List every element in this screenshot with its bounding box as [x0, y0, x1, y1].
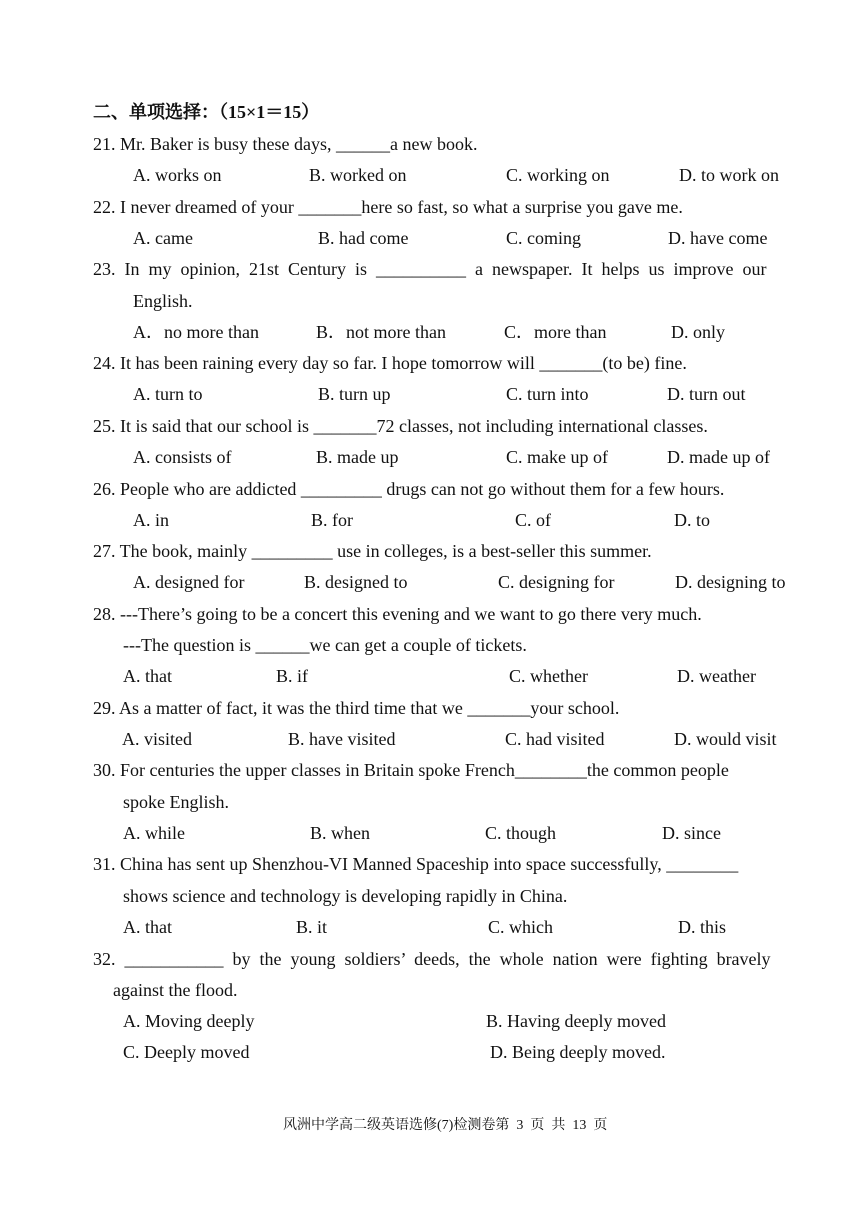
question-32-stem-cont: against the flood. — [113, 980, 238, 1000]
question-23-option-b: B．not more than — [316, 322, 446, 342]
question-26-option-d: D. to — [674, 510, 710, 530]
question-31-option-d: D. this — [678, 917, 727, 937]
question-30-stem: 30. For centuries the upper classes in Britain spoke French________the common people — [93, 760, 729, 780]
question-21-option-b: B. worked on — [309, 165, 407, 185]
question-27-option-d: D. designing to — [675, 572, 786, 592]
question-21-stem: 21. Mr. Baker is busy these days, ______a new book. — [93, 134, 478, 154]
question-24-option-b: B. turn up — [318, 384, 391, 404]
page-footer: 风洲中学高二级英语选修(7)检测卷第 3 页 共 13 页 — [283, 1118, 608, 1133]
question-29-stem: 29. As a matter of fact, it was the third time that we _______your school. — [93, 698, 620, 718]
question-29-option-c: C. had visited — [505, 729, 605, 749]
question-28-option-b: B. if — [276, 666, 309, 686]
question-30-stem-cont: spoke English. — [123, 792, 229, 812]
question-28-option-a: A. that — [123, 666, 172, 686]
question-30-option-a: A. while — [123, 823, 185, 843]
question-21-option-a: A. works on — [133, 165, 222, 185]
question-23-stem-cont: English. — [133, 291, 193, 311]
question-32-option-c: C. Deeply moved — [123, 1042, 250, 1062]
question-26-option-a: A. in — [133, 510, 169, 530]
question-25-stem: 25. It is said that our school is _______72 classes, not including international classes. — [93, 416, 708, 436]
section-title: 二、单项选择：（15×1＝15） — [93, 102, 320, 122]
question-23-option-c: C．more than — [504, 322, 607, 342]
question-21-option-d: D. to work on — [679, 165, 779, 185]
question-31-option-c: C. which — [488, 917, 553, 937]
question-23-stem: 23. In my opinion, 21st Century is __________ a newspaper. It helps us improve our — [93, 259, 767, 279]
question-29-option-b: B. have visited — [288, 729, 396, 749]
question-31-stem: 31. China has sent up Shenzhou-VI Manned Spaceship into space successfully, ________ — [93, 854, 739, 874]
question-32-option-a: A. Moving deeply — [123, 1011, 255, 1031]
question-26-stem: 26. People who are addicted _________ drugs can not go without them for a few hours. — [93, 479, 725, 499]
question-22-option-d: D. have come — [668, 228, 768, 248]
question-23-option-a: A．no more than — [133, 322, 259, 342]
question-32-stem: 32. ___________ by the young soldiers’ deeds, the whole nation were fighting bravely — [93, 949, 771, 969]
question-24-option-a: A. turn to — [133, 384, 203, 404]
question-24-stem: 24. It has been raining every day so far. I hope tomorrow will _______(to be) fine. — [93, 353, 687, 373]
question-22-option-a: A. came — [133, 228, 193, 248]
question-26-option-b: B. for — [311, 510, 353, 530]
question-31-option-b: B. it — [296, 917, 328, 937]
question-22-option-b: B. had come — [318, 228, 409, 248]
question-21-option-c: C. working on — [506, 165, 610, 185]
question-22-stem: 22. I never dreamed of your _______here so fast, so what a surprise you gave me. — [93, 197, 683, 217]
question-27-stem: 27. The book, mainly _________ use in colleges, is a best-seller this summer. — [93, 541, 652, 561]
question-25-option-a: A. consists of — [133, 447, 232, 467]
question-28-stem: 28. ---There’s going to be a concert this evening and we want to go there very much. — [93, 604, 702, 624]
question-23-option-d: D. only — [671, 322, 725, 342]
question-27-option-b: B. designed to — [304, 572, 408, 592]
question-29-option-a: A. visited — [122, 729, 192, 749]
question-32-option-b: B. Having deeply moved — [486, 1011, 666, 1031]
question-29-option-d: D. would visit — [674, 729, 777, 749]
question-22-option-c: C. coming — [506, 228, 581, 248]
question-32-option-d: D. Being deeply moved. — [490, 1042, 666, 1062]
question-30-option-d: D. since — [662, 823, 721, 843]
question-31-stem-cont: shows science and technology is developing rapidly in China. — [123, 886, 568, 906]
question-28-option-c: C. whether — [509, 666, 588, 686]
question-28-stem-cont: ---The question is ______we can get a couple of tickets. — [123, 635, 527, 655]
question-28-option-d: D. weather — [677, 666, 756, 686]
question-30-option-b: B. when — [310, 823, 370, 843]
question-31-option-a: A. that — [123, 917, 172, 937]
question-30-option-c: C. though — [485, 823, 557, 843]
question-24-option-d: D. turn out — [667, 384, 746, 404]
question-27-option-c: C. designing for — [498, 572, 615, 592]
question-25-option-b: B. made up — [316, 447, 399, 467]
question-25-option-d: D. made up of — [667, 447, 770, 467]
question-27-option-a: A. designed for — [133, 572, 245, 592]
question-24-option-c: C. turn into — [506, 384, 589, 404]
question-25-option-c: C. make up of — [506, 447, 608, 467]
question-26-option-c: C. of — [515, 510, 551, 530]
